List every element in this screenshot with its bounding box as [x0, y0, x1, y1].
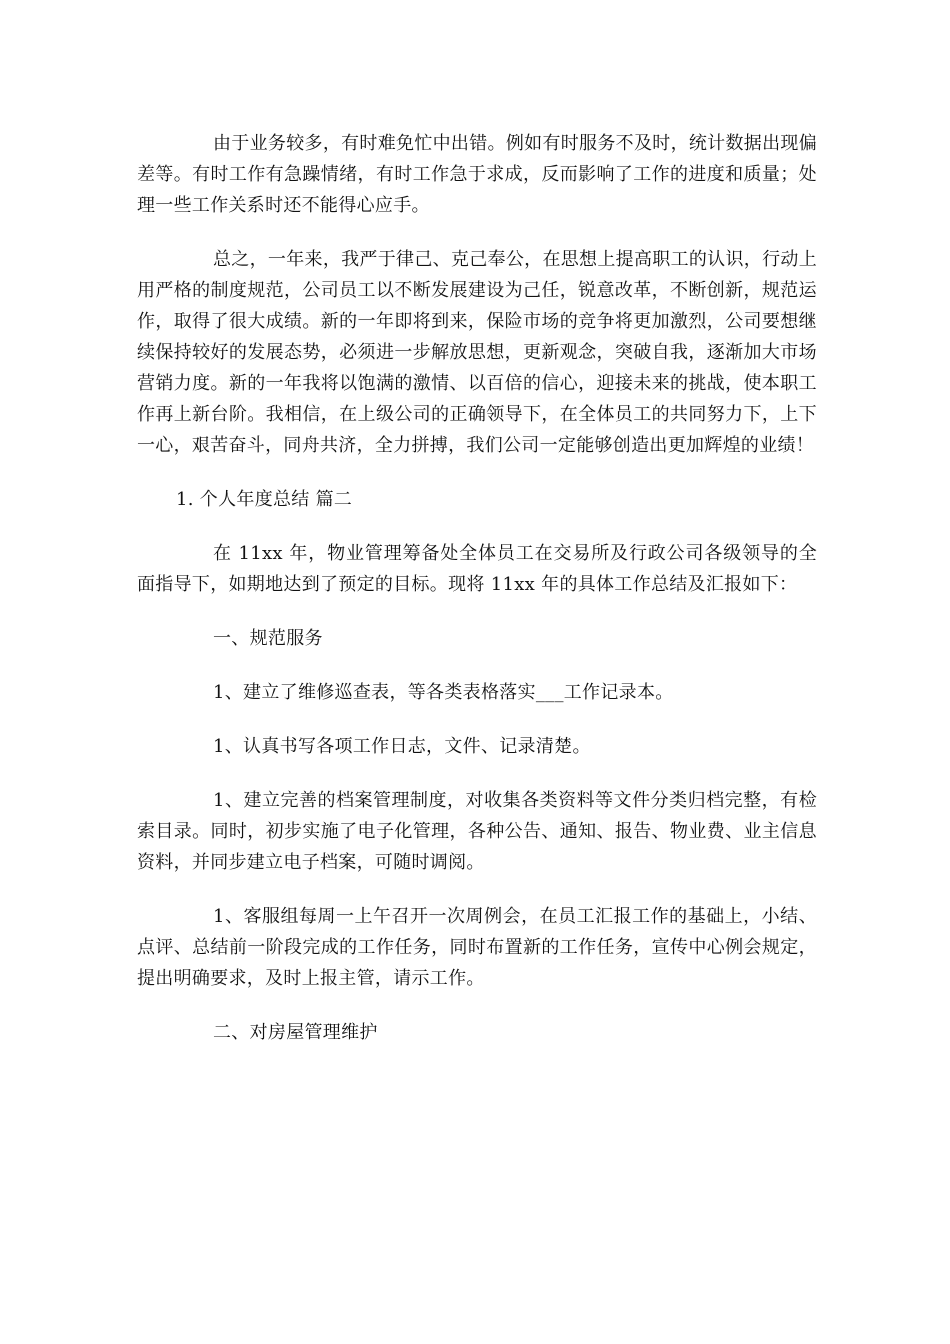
- list-item-archive-management: 1、建立完善的档案管理制度，对收集各类资料等文件分类归档完整，有检索目录。同时，初步实施了电子化管理，各种公告、通知、报告、物业费、业主信息资料，并同步建立电子档案，可随时调阅。: [137, 790, 817, 873]
- section-heading-part-two: 1. 个人年度总结 篇二: [176, 489, 353, 510]
- paragraph-summary: 总之，一年来，我严于律己、克己奉公，在思想上提高职工的认识，行动上用严格的制度规范，公司员工以不断发展建设为己任，锐意改革，不断创新，规范运作，取得了很大成绩。新的一年即将到来，保险市场的竞争将更加激烈，公司要想继续保持较好的发展态势，必须进一步解放思想，更新观念，突破自我，逐渐加大市场营销力度。新的一年我将以饱满的激情、以百倍的信心，迎接未来的挑战，使本职工作再上新台阶。我相信，在上级公司的正确领导下，在全体员工的共同努力下，上下一心，艰苦奋斗，同舟共济，全力拼搏，我们公司一定能够创造出更加辉煌的业绩！: [137, 249, 817, 456]
- list-item-weekly-meeting: 1、客服组每周一上午召开一次周例会，在员工汇报工作的基础上，小结、点评、总结前一阶段完成的工作任务，同时布置新的工作任务，宣传中心例会规定，提出明确要求，及时上报主管，请示工作。: [137, 906, 817, 989]
- subheading-housing-maintenance: 二、对房屋管理维护: [213, 1022, 378, 1043]
- paragraph-work-shortcomings: 由于业务较多，有时难免忙中出错。例如有时服务不及时，统计数据出现偏差等。有时工作有急躁情绪，有时工作急于求成，反而影响了工作的进度和质量；处理一些工作关系时还不能得心应手。: [137, 133, 817, 216]
- list-item-inspection-forms: 1、建立了维修巡查表，等各类表格落实___工作记录本。: [213, 682, 674, 703]
- paragraph-intro: 在 11xx 年，物业管理筹备处全体员工在交易所及行政公司各级领导的全面指导下，如期地达到了预定的目标。现将 11xx 年的具体工作总结及汇报如下：: [137, 543, 817, 595]
- document-body: [137, 128, 817, 1071]
- list-item-work-logs: 1、认真书写各项工作日志，文件、记录清楚。: [213, 736, 591, 757]
- subheading-standard-service: 一、规范服务: [213, 628, 323, 649]
